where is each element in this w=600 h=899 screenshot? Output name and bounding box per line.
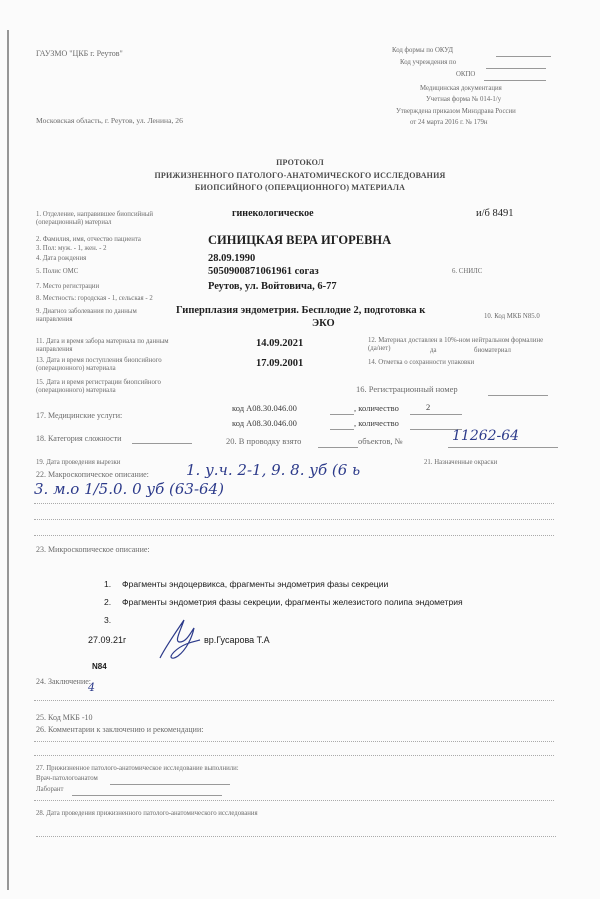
field-28-label: 28. Дата проведения прижизненного патолого-анатомического исследования <box>36 810 258 817</box>
form-number: Учетная форма № 014-1/у <box>426 96 502 103</box>
date-dotted-line <box>36 836 556 837</box>
field-20-line <box>448 447 558 448</box>
field-9-label: 9. Диагноз заболевания по данным направления <box>36 308 137 323</box>
okpo-label: ОКПО <box>456 71 476 78</box>
code-okud-label: Код формы по ОКУД <box>392 47 454 54</box>
conclusion-dotted-line <box>34 700 554 701</box>
field-12-label: 12. Материал доставлен в 10%-ном нейтральном формалине (да/нет) <box>368 337 544 352</box>
field-25-label: 25. Код МКБ -10 <box>36 713 93 722</box>
micro-doctor: вр.Гусарова Т.А <box>204 635 270 645</box>
micro-code: N84 <box>92 662 107 671</box>
field-12-material: биоматериал <box>474 347 511 354</box>
field-23-label: 23. Микроскопическое описание: <box>36 545 150 554</box>
performers-dotted-line <box>34 800 554 801</box>
macro-handwritten-line-2: 3. м.о 1/5.0. 0 уб (63-64) <box>34 480 224 498</box>
code-org-line <box>486 68 546 69</box>
micro-item-2: Фрагменты эндометрия фазы секреции, фрагменты железистого полипа эндометрия <box>122 597 463 607</box>
micro-item-1-number: 1. <box>104 579 112 589</box>
field-17-qty-line-1 <box>410 414 462 415</box>
med-doc-label: Медицинская документация <box>420 85 502 92</box>
organization-address: Московская область, г. Реутов, ул. Ленина, 26 <box>36 116 183 125</box>
field-2-label: 2. Фамилия, имя, отчество пациента <box>36 236 141 243</box>
code-okud-line <box>496 56 551 57</box>
field-4-label: 4. Дата рождения <box>36 255 87 262</box>
field-20-objects: объектов, № <box>358 436 403 446</box>
field-27-lab-line <box>72 795 222 796</box>
field-16-label: 16. Регистрационный номер <box>356 384 458 394</box>
macro-dotted-line-2 <box>34 519 554 520</box>
okpo-line <box>484 80 546 81</box>
field-9-value: Гиперплазия эндометрия. Бесплодие 2, подготовка к <box>176 305 426 316</box>
field-24-handwritten: 4 <box>88 681 95 694</box>
field-13-label: 13. Дата и время поступления биопсийного (операционного) материала <box>36 357 162 372</box>
field-1-case-number: и/б 8491 <box>476 208 514 219</box>
field-20-label: 20. В проводку взято <box>226 436 302 446</box>
macro-handwritten-line-1: 1. у.ч. 2-1, 9. 8. уб (6 ь <box>186 461 361 479</box>
field-6-label: 6. СНИЛС <box>452 268 483 275</box>
macro-dotted-line-3 <box>34 535 554 536</box>
field-5-value: 5050900871061961 согаз <box>208 266 319 277</box>
organization-name: ГАУЗМО "ЦКБ г. Реутов" <box>36 49 123 58</box>
field-21-label: 21. Назначенные окраски <box>424 459 498 466</box>
field-4-value: 28.09.1990 <box>208 253 256 264</box>
protocol-title: ПРОТОКОЛ <box>276 158 324 167</box>
field-10-label: 10. Код МКБ N85.0 <box>484 313 540 320</box>
field-1-label: 1. Отделение, направившее биопсийный (операционный) материал <box>36 211 154 226</box>
micro-item-2-number: 2. <box>104 597 112 607</box>
field-16-line <box>488 395 548 396</box>
field-27-doctor: Врач-патологоанатом <box>36 775 98 782</box>
field-17-code-2: код A08.30.046.00 <box>232 418 297 428</box>
doctor-signature <box>154 612 204 664</box>
field-18-line <box>132 443 192 444</box>
field-11-value: 14.09.2021 <box>256 338 304 349</box>
field-7-value: Реутов, ул. Войтовича, 6-77 <box>208 281 337 292</box>
field-17-line-1 <box>330 414 354 415</box>
field-9-value-cont: ЭКО <box>312 318 335 329</box>
field-27-lab: Лаборант <box>36 786 64 793</box>
micro-item-1: Фрагменты эндоцервикса, фрагменты эндометрия фазы секреции <box>122 579 389 589</box>
code-org-label: Код учреждения по <box>400 59 457 66</box>
field-11-label: 11. Дата и время забора материала по данным направления <box>36 338 169 353</box>
field-17-label: 17. Медицинские услуги: <box>36 411 123 420</box>
approved-order: Утверждена приказом Минздрава России <box>396 108 516 115</box>
macro-dotted-line-1 <box>34 503 554 504</box>
field-20-count-line <box>318 447 358 448</box>
field-5-label: 5. Полис ОМС <box>36 268 79 275</box>
field-12-yes: да <box>430 347 437 354</box>
field-18-label: 18. Категория сложности <box>36 434 122 443</box>
field-3-label: 3. Пол: муж. - 1, жен. - 2 <box>36 245 107 252</box>
field-8-label: 8. Местность: городская - 1, сельская - 2 <box>36 295 153 302</box>
field-17-qty-label-2: , количество <box>354 418 399 428</box>
field-20-handwritten-numbers: 11262-64 <box>452 428 520 444</box>
micro-date: 27.09.21г <box>88 635 127 645</box>
protocol-subtitle-2: БИОПСИЙНОГО (ОПЕРАЦИОННОГО) МАТЕРИАЛА <box>194 183 406 192</box>
field-26-label: 26. Комментарии к заключению и рекомендации: <box>36 725 204 734</box>
field-1-value: гинекологическое <box>232 208 314 219</box>
micro-item-3-number: 3. <box>104 615 112 625</box>
protocol-subtitle-1: ПРИЖИЗНЕННОГО ПАТОЛОГО-АНАТОМИЧЕСКОГО ИССЛЕДОВАНИЯ <box>154 171 446 180</box>
field-17-qty-label-1: , количество <box>354 403 399 413</box>
field-22-label: 22. Макроскопическое описание: <box>36 470 149 479</box>
field-14-label: 14. Отметка о сохранности упаковки <box>368 359 475 366</box>
field-24-label: 24. Заключение: <box>36 677 92 686</box>
field-19-label: 19. Дата проведения вырезки <box>36 459 121 466</box>
comments-dotted-line-2 <box>34 755 554 756</box>
field-17-line-2 <box>330 429 354 430</box>
field-17-qty-1: 2 <box>426 402 431 412</box>
field-27-doctor-line <box>110 784 230 785</box>
field-15-label: 15. Дата и время регистрации биопсийного (операционного) материала <box>36 379 161 394</box>
field-7-label: 7. Место регистрации <box>36 283 100 290</box>
comments-dotted-line-1 <box>34 741 554 742</box>
field-17-code-1: код A08.30.046.00 <box>232 403 297 413</box>
approved-date: от 24 марта 2016 г. № 179н <box>410 119 488 126</box>
field-27-label: 27. Прижизненное патолого-анатомическое исследование выполнили: <box>36 765 239 772</box>
field-13-value: 17.09.2001 <box>256 358 304 369</box>
field-2-value: СИНИЦКАЯ ВЕРА ИГОРЕВНА <box>208 233 392 247</box>
